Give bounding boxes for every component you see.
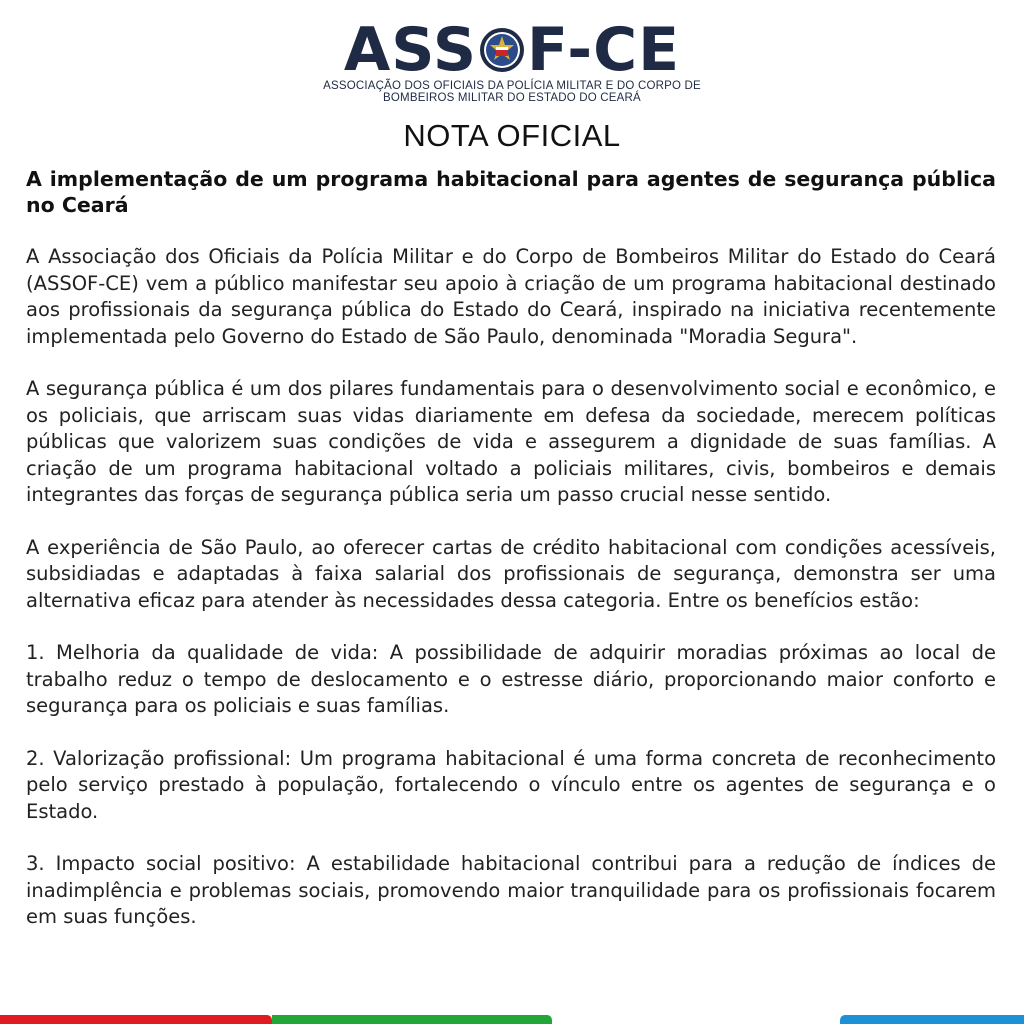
- footer-bar-blue: [840, 1015, 1024, 1024]
- organization-name: [323, 80, 701, 104]
- org-name-line2: BOMBEIROS MILITAR DO ESTADO DO CEARÁ: [383, 92, 641, 104]
- document-body: [26, 166, 996, 931]
- list-item-benefit-2: 2. Valorização profissional: Um programa habitacional é uma forma concreta de reconhecimento pelo serviço prestado à população, fortalecendo o vínculo entre os agentes de segurança e o Estado.: [26, 746, 996, 823]
- page-title: NOTA OFICIAL: [403, 118, 621, 153]
- paragraph-sao-paulo: A experiência de São Paulo, ao oferecer cartas de crédito habitacional com condições acessíveis, subsidiadas e adaptadas à faixa salarial dos profissionais de segurança, demonstra ser uma alternativa eficaz para atender às necessidades dessa categoria. Entre os benefícios estão:: [26, 535, 996, 612]
- assof-logo: [343, 15, 681, 85]
- paragraph-intro: A Associação dos Oficiais da Polícia Militar e do Corpo de Bombeiros Militar do Estado do Ceará (ASSOF-CE) vem a público manifestar seu apoio à criação de um programa habitacional destinado aos profissionais da segurança pública do Estado do Ceará, inspirado na iniciativa recentemente implementada pelo Governo do Estado de São Paulo, denominada "Moradia Segura".: [26, 245, 996, 348]
- paragraph-security: A segurança pública é um dos pilares fundamentais para o desenvolvimento social e econômico, e os policiais, que arriscam suas vidas diariamente em defesa da sociedade, merecem políticas públicas que valorizem suas condições de vida e assegurem a dignidade de suas famílias. A criação de um programa habitacional voltado a policiais militares, civis, bombeiros e demais integrantes das forças de segurança pública seria um passo crucial nesse sentido.: [26, 377, 996, 506]
- list-item-benefit-3: 3. Impacto social positivo: A estabilidade habitacional contribui para a redução de índices de inadimplência e problemas sociais, promovendo maior tranquilidade para os profissionais focarem em suas funções.: [26, 852, 996, 928]
- logo-text-right: F-CE: [527, 15, 681, 85]
- org-name-line1: ASSOCIAÇÃO DOS OFICIAIS DA POLÍCIA MILITAR E DO CORPO DE: [323, 80, 701, 92]
- logo-text-left: ASS: [343, 15, 478, 85]
- footer-color-bar: [0, 1014, 1024, 1024]
- list-item-benefit-1: 1. Melhoria da qualidade de vida: A possibilidade de adquirir moradias próximas ao local de trabalho reduz o tempo de deslocamento e o estresse diário, proporcionando maior conforto e segurança para os policiais e suas famílias.: [26, 641, 996, 717]
- footer-bar-red: [0, 1015, 272, 1024]
- document-headline: A implementação de um programa habitacional para agentes de segurança pública no Ceará: [26, 167, 996, 217]
- police-seal-icon: [479, 27, 525, 73]
- footer-bar-green: [272, 1015, 552, 1024]
- header: [0, 15, 1024, 104]
